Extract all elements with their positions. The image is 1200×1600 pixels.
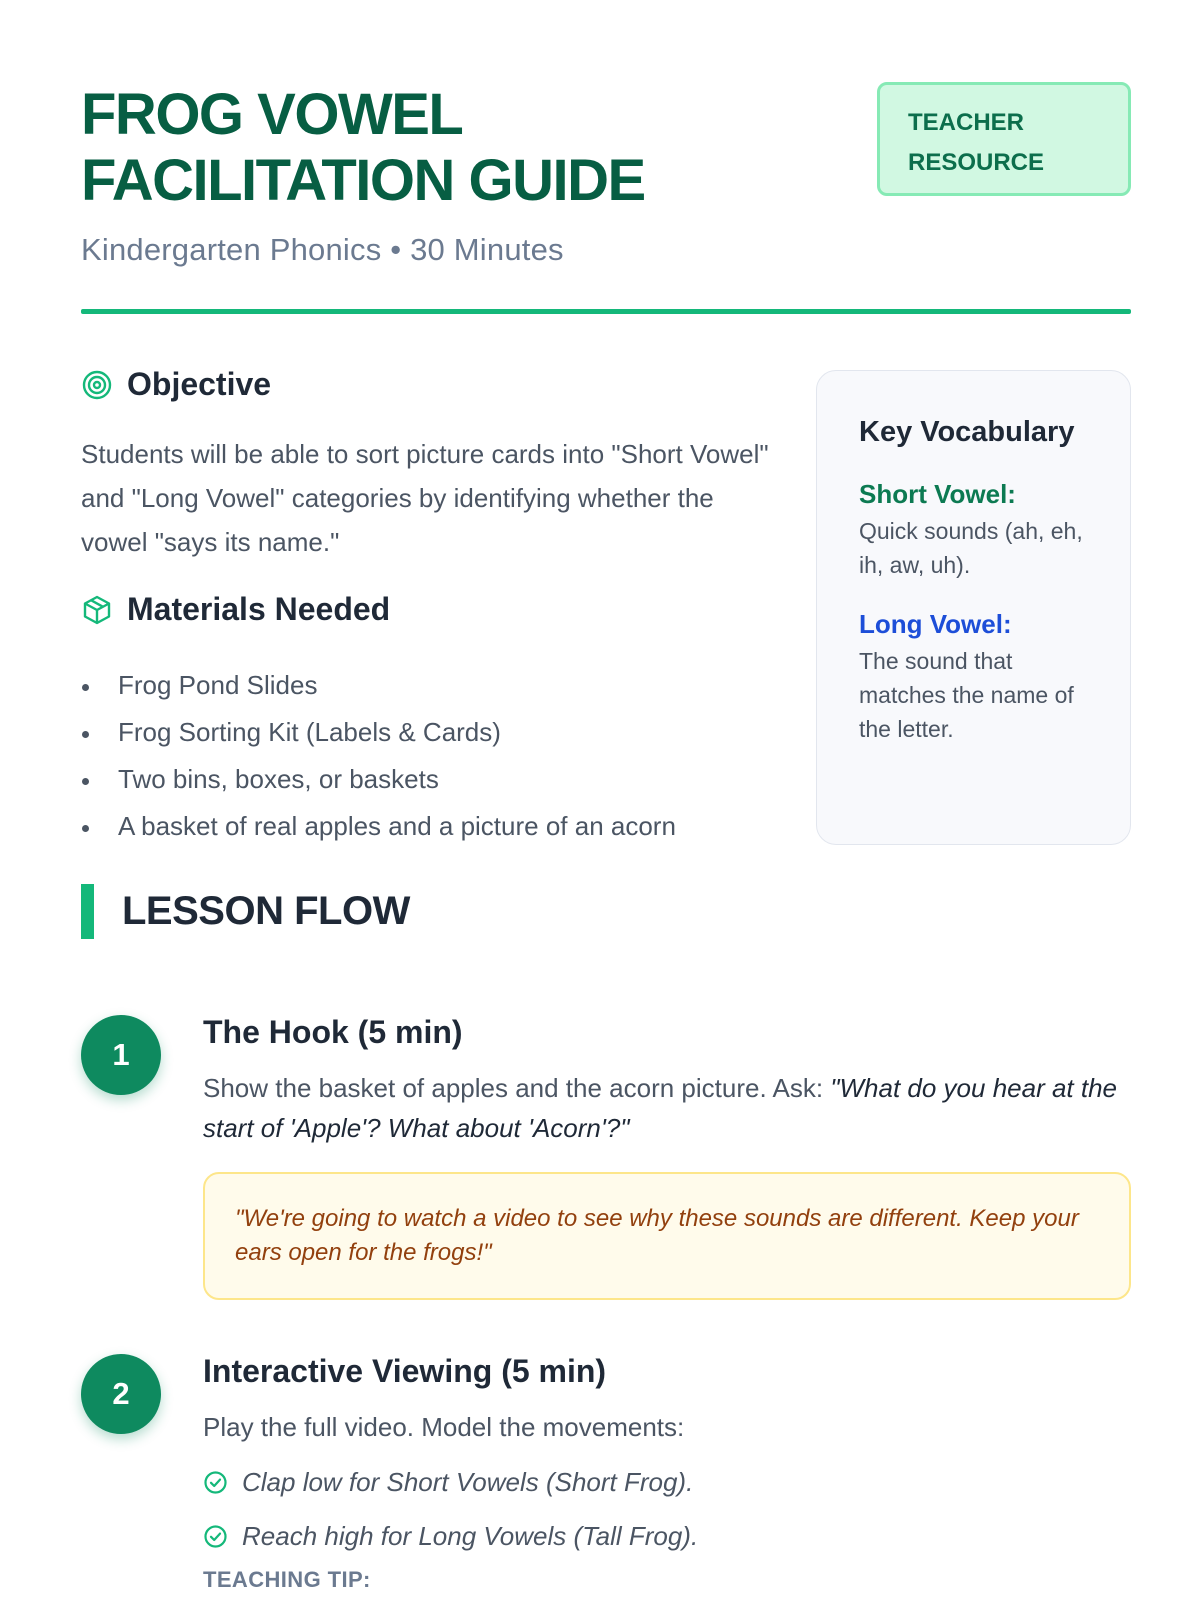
checklist-text: Reach high for Long Vowels (Tall Frog). <box>242 1521 699 1551</box>
check-circle-icon <box>203 1524 228 1549</box>
step-number-badge: 2 <box>81 1354 161 1434</box>
lesson-flow-title: LESSON FLOW <box>122 889 410 933</box>
teacher-script-callout: "We're going to watch a video to see why these sounds are different. Keep your ears open for the frogs!" <box>203 1172 1131 1300</box>
lesson-flow-accent-bar <box>81 884 94 939</box>
box-icon <box>81 594 113 626</box>
materials-list <box>81 662 781 850</box>
objective-heading-label: Objective <box>127 366 272 402</box>
lesson-flow-heading <box>81 884 410 939</box>
list-item: Frog Pond Slides <box>81 662 781 709</box>
short-vowel-definition: Quick sounds (ah, eh, ih, aw, uh). <box>859 518 1083 578</box>
step-description <box>203 1068 1131 1148</box>
key-vocabulary-card <box>816 370 1131 845</box>
step-number-badge: 1 <box>81 1015 161 1095</box>
document-header <box>81 82 1131 312</box>
step-description-text: Show the basket of apples and the acorn picture. Ask: <box>203 1073 831 1103</box>
target-icon <box>81 369 113 401</box>
list-item <box>203 1455 1131 1509</box>
vocabulary-title: Key Vocabulary <box>859 416 1075 448</box>
list-item: A basket of real apples and a picture of an acorn <box>81 803 781 850</box>
header-divider <box>81 309 1131 314</box>
step-interactive-viewing <box>203 1351 1131 1593</box>
step-description: Play the full video. Model the movements: <box>203 1412 685 1442</box>
materials-heading <box>81 591 390 628</box>
check-circle-icon <box>203 1470 228 1495</box>
movement-checklist <box>203 1455 1131 1563</box>
step-title: The Hook (5 min) <box>203 1014 463 1050</box>
long-vowel-definition: The sound that matches the name of the letter. <box>859 648 1074 742</box>
teaching-tip-label: TEACHING TIP: <box>203 1567 371 1592</box>
page-subtitle: Kindergarten Phonics • 30 Minutes <box>81 232 564 267</box>
list-item: Frog Sorting Kit (Labels & Cards) <box>81 709 781 756</box>
objective-text: Students will be able to sort picture cards into "Short Vowel" and "Long Vowel" categories by identifying whether the vowel "says its name." <box>81 439 769 557</box>
step-question: "What do you hear at the start of 'Apple'? What about 'Acorn'?" <box>203 1073 1118 1143</box>
long-vowel-term: Long Vowel: <box>859 609 1012 639</box>
short-vowel-term: Short Vowel: <box>859 479 1016 509</box>
step-hook <box>203 1012 1131 1300</box>
teacher-resource-badge: TEACHER RESOURCE <box>877 82 1131 196</box>
checklist-text: Clap low for Short Vowels (Short Frog). <box>242 1467 694 1497</box>
step-title: Interactive Viewing (5 min) <box>203 1353 607 1389</box>
page-title: FROG VOWEL FACILITATION GUIDE <box>81 82 645 213</box>
list-item: Two bins, boxes, or baskets <box>81 756 781 803</box>
list-item <box>203 1509 1131 1563</box>
materials-heading-label: Materials Needed <box>127 591 391 627</box>
objective-heading <box>81 366 271 403</box>
